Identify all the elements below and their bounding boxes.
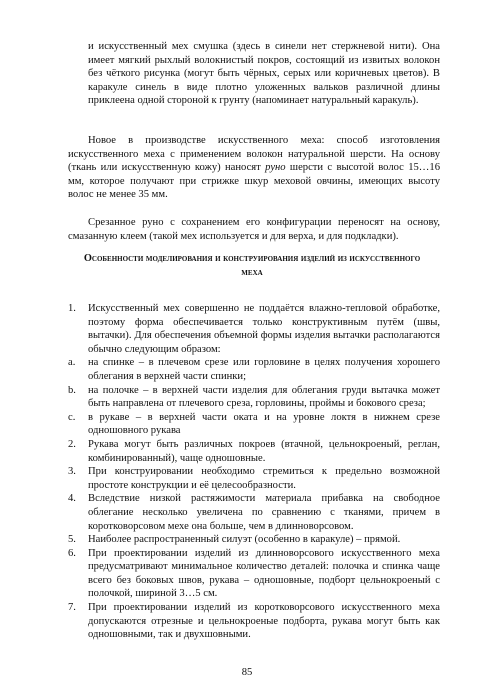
intro-continued-paragraph: и искусственный мех смушка (здесь в синели нет стержневой нити). Она имеет мягкий рыхлый волокнистый покров, состоящий из извитых волокон без чёткого рисунка (могут быть чёрных, серых или коричневых цветов). В каракуле синель в виде плотно уложенных вальков различной длины приклеена одной стороной к грунту (напоминает натуральный каракуль). [88, 41, 440, 107]
list-item-text: При конструировании необходимо стремиться к предельно возможной простоте конструкции и её целесообразности. [88, 466, 440, 491]
numbered-list [68, 302, 440, 642]
sub-list-item [68, 384, 440, 411]
paragraph-new-production: Новое в производстве искусственного меха: способ изготовления искусственного меха с применением волокон натуральной шерсти. На основу (ткань или искусственную кожу) наносят руно шерсти с высотой волос 15…16 мм, которое получают при стрижке шкур меховой овчины, имеющих высоту волос не менее 35 мм. [68, 135, 440, 201]
list-item [68, 302, 440, 438]
sub-list-item-text: в рукаве – в верхней части оката и на уровне локтя в нижнем срезе одношовного рукава [88, 411, 440, 437]
list-item-text: При проектировании изделий из длинноворсового искусственного меха предусматривают минимальное количество деталей: полочка и спинка чаще всего без боковых швов, рукава – одношовные, подборт цельнокроеный с полочкой, шириной 3…5 см. [88, 547, 440, 600]
list-item [68, 601, 440, 642]
list-number: 6. [68, 547, 76, 559]
emphasis-word: руно [265, 162, 286, 174]
page-number: 85 [241, 667, 253, 678]
list-item-text: Вследствие низкой растяжимости материала прибавка на свободное облегание несколько увеличена по сравнению с тканями, причем в коротковорсовом мехе она больше, чем в длинноворсовом. [88, 493, 440, 532]
sub-list-letter: a. [68, 357, 76, 369]
sub-list-letter: b. [68, 384, 76, 396]
paragraph-cut-fleece: Срезанное руно с сохранением его конфигурации переносят на основу, смазанную клеем (такой мех используется и для верха, и для подкладки). [68, 217, 440, 242]
list-number: 1. [68, 303, 76, 314]
list-item [68, 547, 440, 601]
list-item [68, 438, 440, 465]
list-number: 7. [68, 602, 76, 614]
list-item-text: Рукава могут быть различных покроев (втачной, цельнокроеный, реглан, комбинированный), чаще одношовные. [88, 438, 440, 464]
list-number: 3. [68, 466, 76, 478]
list-number: 2. [68, 438, 76, 450]
sub-list-item [68, 356, 440, 383]
sub-list [68, 356, 440, 438]
section-title: Особенности моделирования и конструирования изделий из искусственного меха [83, 253, 421, 278]
list-item [68, 465, 440, 492]
list-number: 5. [68, 534, 76, 546]
list-item [68, 533, 440, 547]
list-item-text: При проектировании изделий из коротковорсового искусственного меха допускаются отрезные и цельнокроеные подборта, рукава могут быть как одношовными, так и двухшовными. [88, 602, 440, 641]
list-item-text: Наиболее распространенный силуэт (особенно в каракуле) – прямой. [88, 534, 401, 546]
list-item [68, 492, 440, 533]
sub-list-item [68, 411, 440, 438]
sub-list-item-text: на полочке – в верхней части изделия для облегания груди вытачка может быть направлена от плечевого среза, горловины, проймы и бокового среза; [88, 384, 440, 410]
sub-list-letter: c. [68, 411, 76, 423]
list-number: 4. [68, 493, 76, 505]
sub-list-item-text: на спинке – в плечевом срезе или горловине в целях получения хорошего облегания в верхней части спинки; [88, 357, 440, 382]
list-item-text: Искусственный мех совершенно не поддаётся влажно-тепловой обработке, поэтому форма обеспечивается только конструктивным путём (швы, вытачки). Для обеспечения объемной формы изделия вытачки располагаются обычно следующим образом: [88, 303, 440, 355]
